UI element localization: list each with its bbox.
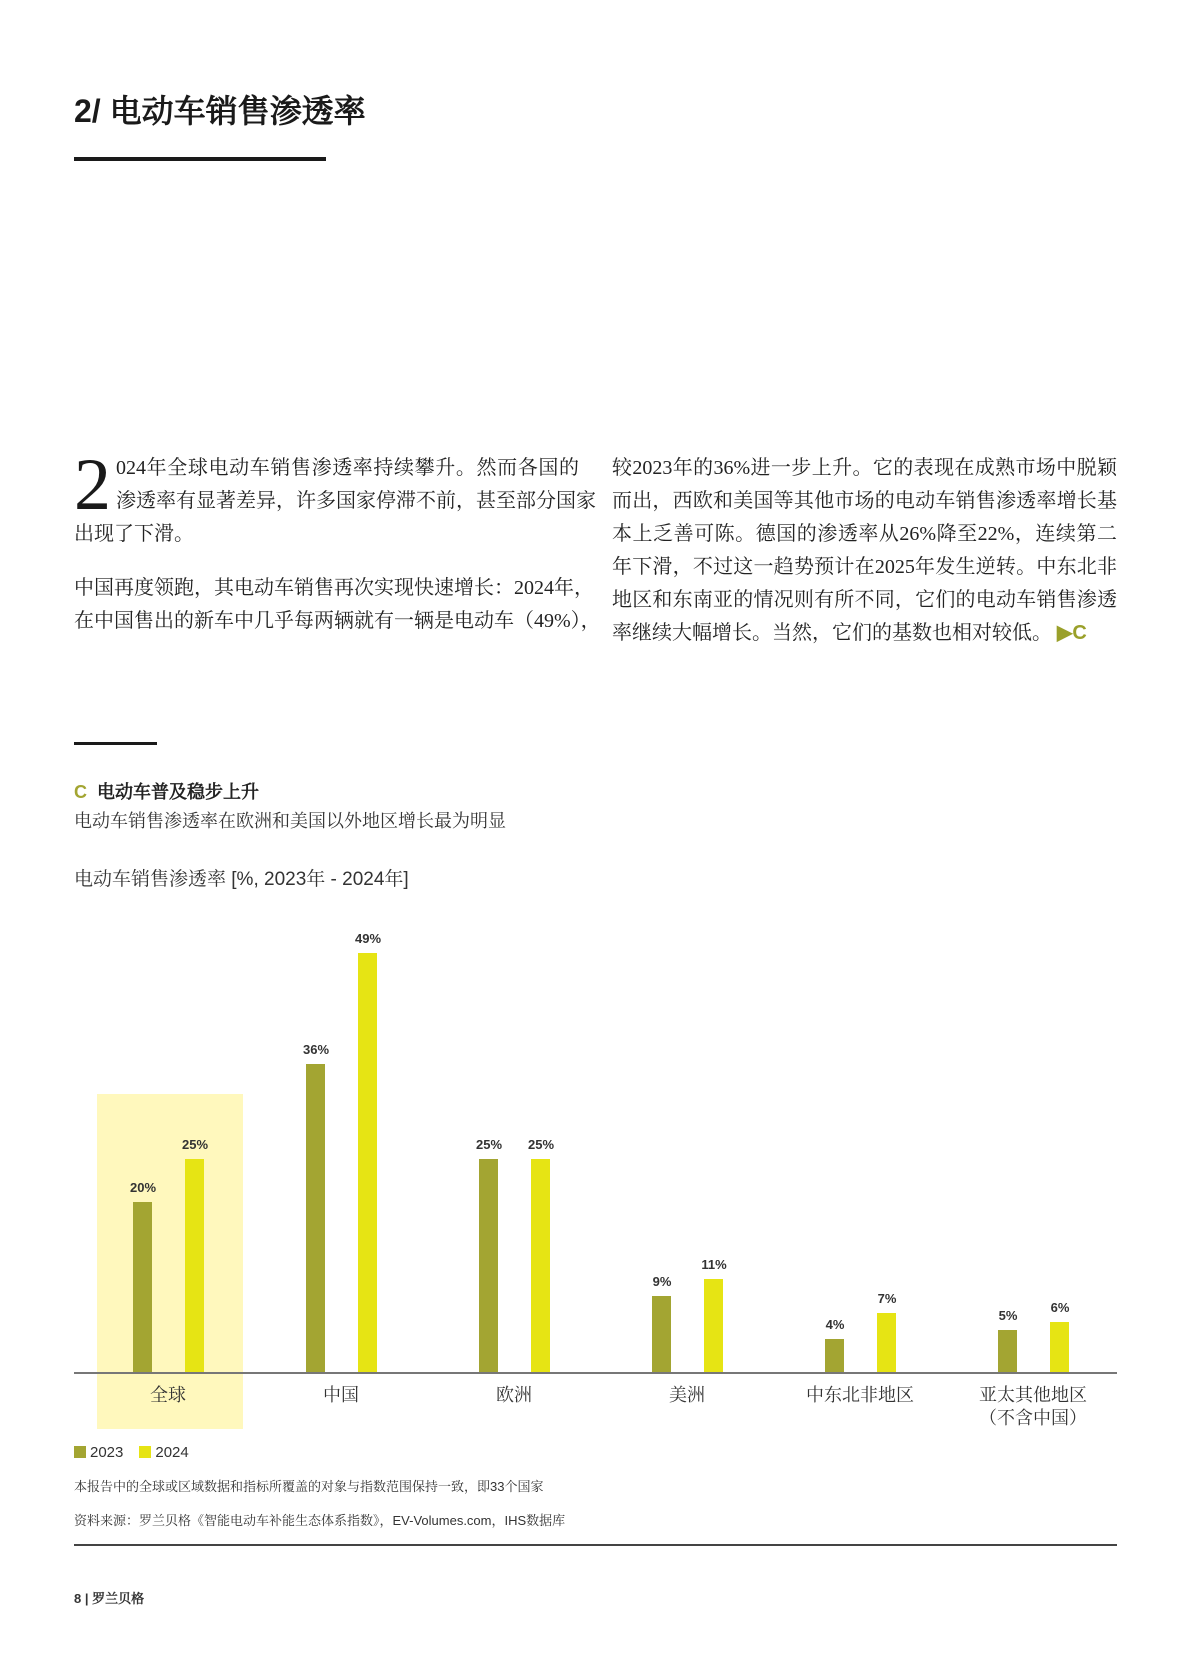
body-column-left xyxy=(74,452,601,638)
bar-2024-1 xyxy=(358,953,377,1373)
value-label: 4% xyxy=(825,1316,845,1332)
figure-reference-link[interactable]: ▶C xyxy=(1057,622,1087,644)
chart-y-label: 电动车销售渗透率 [%, 2023年 - 2024年] xyxy=(74,869,409,890)
category-label: 全球 xyxy=(150,1385,186,1405)
body-line xyxy=(612,617,1117,650)
bar-2023-5 xyxy=(998,1330,1017,1373)
value-label: 11% xyxy=(701,1256,727,1272)
value-label: 25% xyxy=(475,1136,503,1152)
legend-swatch-2024 xyxy=(139,1446,151,1458)
chart-heading xyxy=(74,778,259,804)
bar-2024-0 xyxy=(185,1159,204,1373)
bar-2023-4 xyxy=(825,1339,844,1373)
chart-legend xyxy=(74,1444,189,1461)
bar-2024-2 xyxy=(531,1159,550,1373)
body-line: 在中国售出的新车中几乎每两辆就有一辆是电动车（49%）， xyxy=(74,610,601,632)
bar-2024-5 xyxy=(1050,1322,1069,1373)
bar-2024-3 xyxy=(704,1279,723,1373)
bar-2023-1 xyxy=(306,1064,325,1373)
chart-subtitle: 电动车销售渗透率在欧洲和美国以外地区增长最为明显 xyxy=(74,811,506,831)
coverage-note: 本报告中的全球或区域数据和指标所覆盖的对象与指数范围保持一致，即33个国家 xyxy=(74,1479,544,1494)
value-label: 5% xyxy=(998,1308,1018,1324)
value-label: 25% xyxy=(527,1136,555,1152)
category-label: 亚太其他地区 （不含中国） xyxy=(979,1385,1087,1428)
body-line: 年下滑，不过这一趋势预计在2025年发生逆转。中东北非 xyxy=(612,556,1117,578)
body-line: 本上乏善可陈。德国的渗透率从26%降至22%，连续第二 xyxy=(612,523,1117,545)
body-line: 024年全球电动车销售渗透率持续攀升。然而各国的 xyxy=(116,457,579,479)
body-line: 渗透率有显著差异，许多国家停滞不前，甚至部分国家 xyxy=(116,490,596,512)
x-axis-line xyxy=(74,1372,1117,1374)
bar-2024-4 xyxy=(877,1313,896,1373)
source-note: 资料来源：罗兰贝格《智能电动车补能生态体系指数》，EV-Volumes.com，IHS数据库 xyxy=(74,1513,566,1528)
category-label: 中国 xyxy=(323,1385,359,1405)
value-label: 9% xyxy=(652,1273,672,1289)
category-label: 美洲 xyxy=(669,1385,705,1405)
page-number: 8 | xyxy=(74,1591,89,1606)
bar-2023-3 xyxy=(652,1296,671,1373)
page-footer xyxy=(74,1588,144,1607)
value-label: 7% xyxy=(877,1291,897,1306)
title-divider xyxy=(74,157,326,161)
body-line-text: 率继续大幅增长。当然，它们的基数也相对较低。 xyxy=(612,622,1052,644)
drop-cap: 2 xyxy=(74,444,111,526)
footer-divider xyxy=(74,1544,1117,1546)
body-line: 较2023年的36%进一步上升。它的表现在成熟市场中脱颖 xyxy=(612,457,1117,479)
value-label: 20% xyxy=(129,1179,157,1195)
value-label: 49% xyxy=(354,931,382,947)
body-line: 地区和东南亚的情况则有所不同，它们的电动车销售渗透 xyxy=(612,589,1117,611)
bar-2023-2 xyxy=(479,1159,498,1373)
brand-name: 罗兰贝格 xyxy=(92,1591,145,1606)
legend-swatch-2023 xyxy=(74,1446,86,1458)
body-line: 而出，西欧和美国等其他市场的电动车销售渗透率增长基 xyxy=(612,490,1117,512)
legend-label: 2023 xyxy=(90,1444,124,1461)
chart-letter: C xyxy=(74,782,87,802)
value-label: 25% xyxy=(181,1136,209,1152)
page-title: 2/ 电动车销售渗透率 xyxy=(74,93,366,129)
chart-divider xyxy=(74,742,157,745)
value-label: 36% xyxy=(302,1042,330,1058)
body-line: 出现了下滑。 xyxy=(74,523,194,545)
chart-title: 电动车普及稳步上升 xyxy=(97,782,259,802)
legend-item-2023 xyxy=(74,1444,123,1461)
body-line: 中国再度领跑，其电动车销售再次实现快速增长：2024年， xyxy=(74,577,594,599)
legend-label: 2024 xyxy=(155,1444,189,1461)
category-label: 中东北非地区 xyxy=(806,1385,914,1405)
category-label: 欧洲 xyxy=(496,1385,532,1405)
value-label: 6% xyxy=(1050,1299,1070,1315)
bar-2023-0 xyxy=(133,1202,152,1373)
legend-item-2024 xyxy=(139,1444,188,1461)
body-column-right xyxy=(612,452,1117,650)
